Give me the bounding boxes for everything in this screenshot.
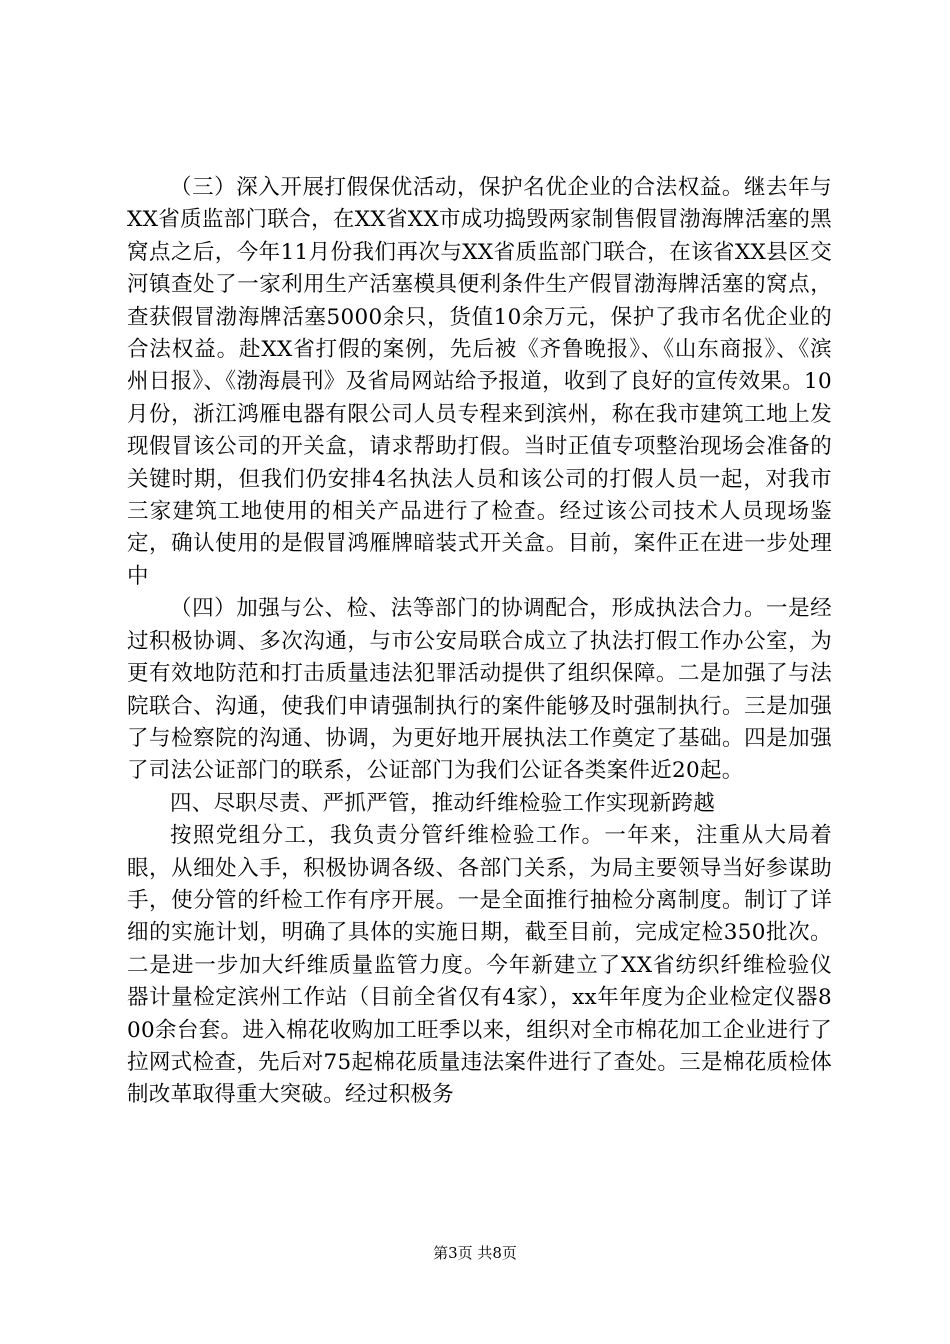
document-body bbox=[127, 172, 832, 1112]
section-heading-fiber-inspection: 四、尽职尽责、严抓严管，推动纤维检验工作实现新跨越 bbox=[170, 790, 716, 816]
paragraph-crackdown-counterfeit: （三）深入开展打假保优活动，保护名优企业的合法权益。继去年与XX省质监部门联合，在XX省XX市成功捣毁两家制售假冒渤海牌活塞的黑窝点之后，今年11月份我们再次与XX省质监部门联合，在该省XX县区交河镇查处了一家利用生产活塞模具便利条件生产假冒渤海牌活塞的窝点，查获假冒渤海牌活塞5000余只，货值10余万元，保护了我市名优企业的合法权益。赴XX省打假的案例，先后被《齐鲁晚报》、《山东商报》、《滨州日报》、《渤海晨刊》及省局网站给予报道，收到了良好的宣传效果。10月份，浙江鸿雁电器有限公司人员专程来到滨州，称在我市建筑工地上发现假冒该公司的开关盒，请求帮助打假。当时正值专项整治现场会准备的关键时期，但我们仍安排4名执法人员和该公司的打假人员一起，对我市三家建筑工地使用的相关产品进行了检查。经过该公司技术人员现场鉴定，确认使用的是假冒鸿雁牌暗装式开关盒。目前，案件正在进一步处理中 bbox=[127, 175, 832, 589]
paragraph-interagency-coordination: （四）加强与公、检、法等部门的协调配合，形成执法合力。一是经过积极协调、多次沟通，与市公安局联合成立了执法打假工作办公室，为更有效地防范和打击质量违法犯罪活动提供了组织保障。二是加强了与法院联合、沟通，使我们申请强制执行的案件能够及时强制执行。三是加强了与检察院的沟通、协调，为更好地开展执法工作奠定了基础。四是加强了司法公证部门的联系，公证部门为我们公证各类案件近20起。 bbox=[127, 596, 832, 784]
paragraph-fiber-inspection: 按照党组分工，我负责分管纤维检验工作。一年来，注重从大局着眼，从细处入手，积极协调各级、各部门关系，为局主要领导当好参谋助手，使分管的纤检工作有序开展。一是全面推行抽检分离制度。制订了详细的实施计划，明确了具体的实施日期，截至目前，完成定检350批次。二是进一步加大纤维质量监管力度。今年新建立了XX省纺织纤维检验仪器计量检定滨州工作站（目前全省仅有4家），xx年年度为企业检定仪器800余台套。进入棉花收购加工旺季以来，组织对全市棉花加工企业进行了拉网式检查，先后对75起棉花质量违法案件进行了查处。三是棉花质检体制改革取得重大突破。经过积极务 bbox=[127, 823, 832, 1108]
page-number-footer: 第3页 共8页 bbox=[433, 1244, 517, 1262]
